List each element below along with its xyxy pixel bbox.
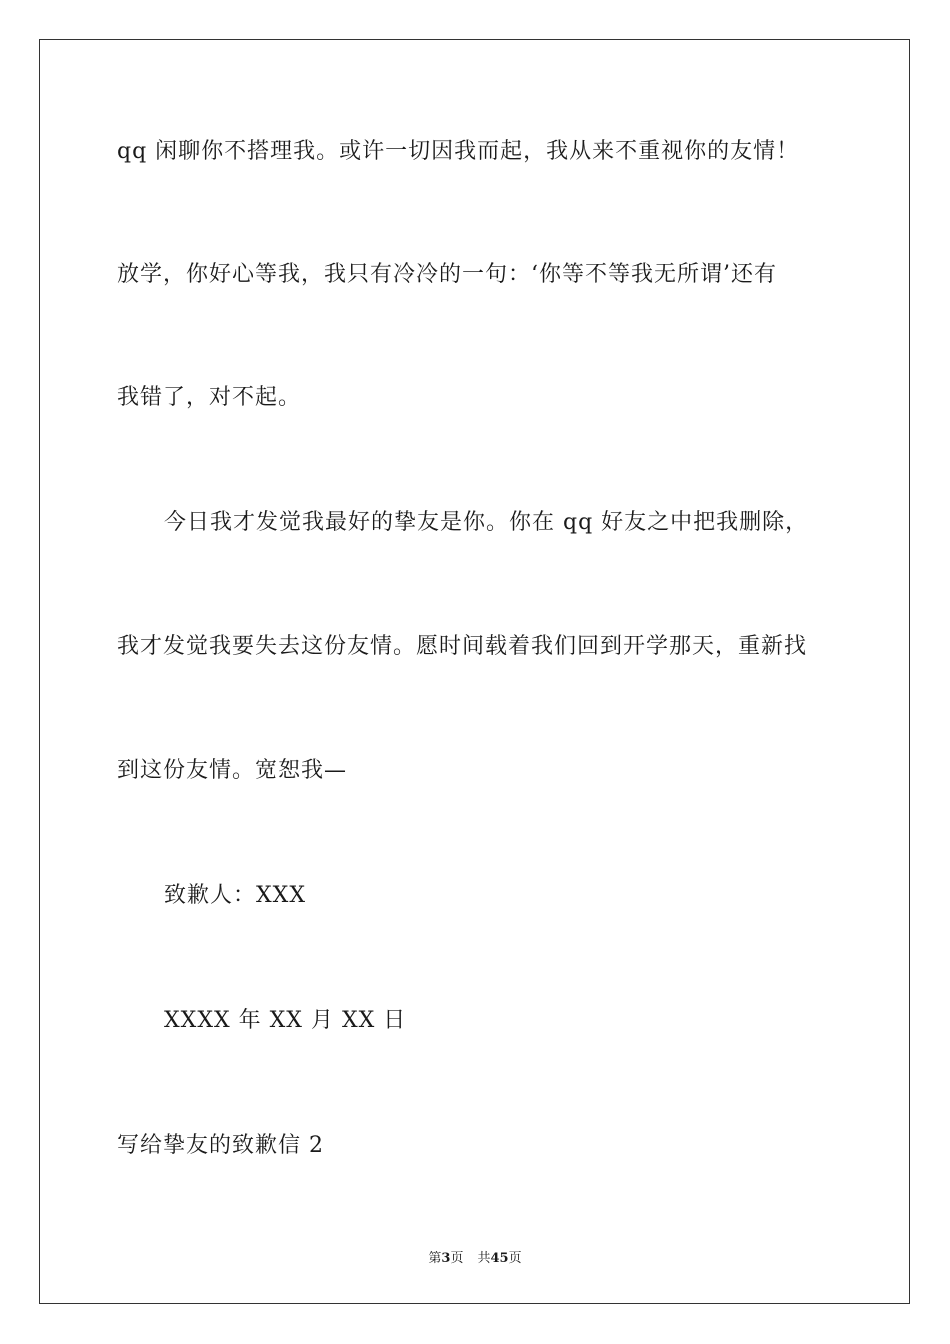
section-heading: 写给挚友的致歉信 2: [117, 1133, 324, 1158]
page-border: [39, 39, 910, 1304]
body-line-4: 今日我才发觉我最好的挚友是你。你在 qq 好友之中把我删除，: [164, 510, 809, 535]
body-line-2: 放学，你好心等我，我只有冷冷的一句：‘你等不等我无所谓’还有: [117, 262, 777, 287]
page-footer: [0, 1247, 950, 1266]
body-line-3: 我错了，对不起。: [117, 385, 302, 410]
footer-total-prefix: 共: [477, 1251, 491, 1266]
footer-page-number: 3: [441, 1251, 451, 1266]
footer-page-prefix: 第: [428, 1251, 442, 1266]
footer-total-suffix: 页: [508, 1251, 522, 1266]
footer-total-number: 45: [490, 1251, 509, 1266]
body-line-6: 到这份友情。宽恕我—: [117, 758, 348, 783]
body-line-5: 我才发觉我要失去这份友情。愿时间载着我们回到开学那天，重新找: [117, 634, 808, 659]
signature-line: 致歉人：XXX: [164, 883, 306, 908]
footer-page-suffix: 页: [450, 1251, 464, 1266]
body-line-1: qq 闲聊你不搭理我。或许一切因我而起，我从来不重视你的友情！: [117, 139, 800, 164]
date-line: XXXX 年 XX 月 XX 日: [164, 1008, 407, 1033]
